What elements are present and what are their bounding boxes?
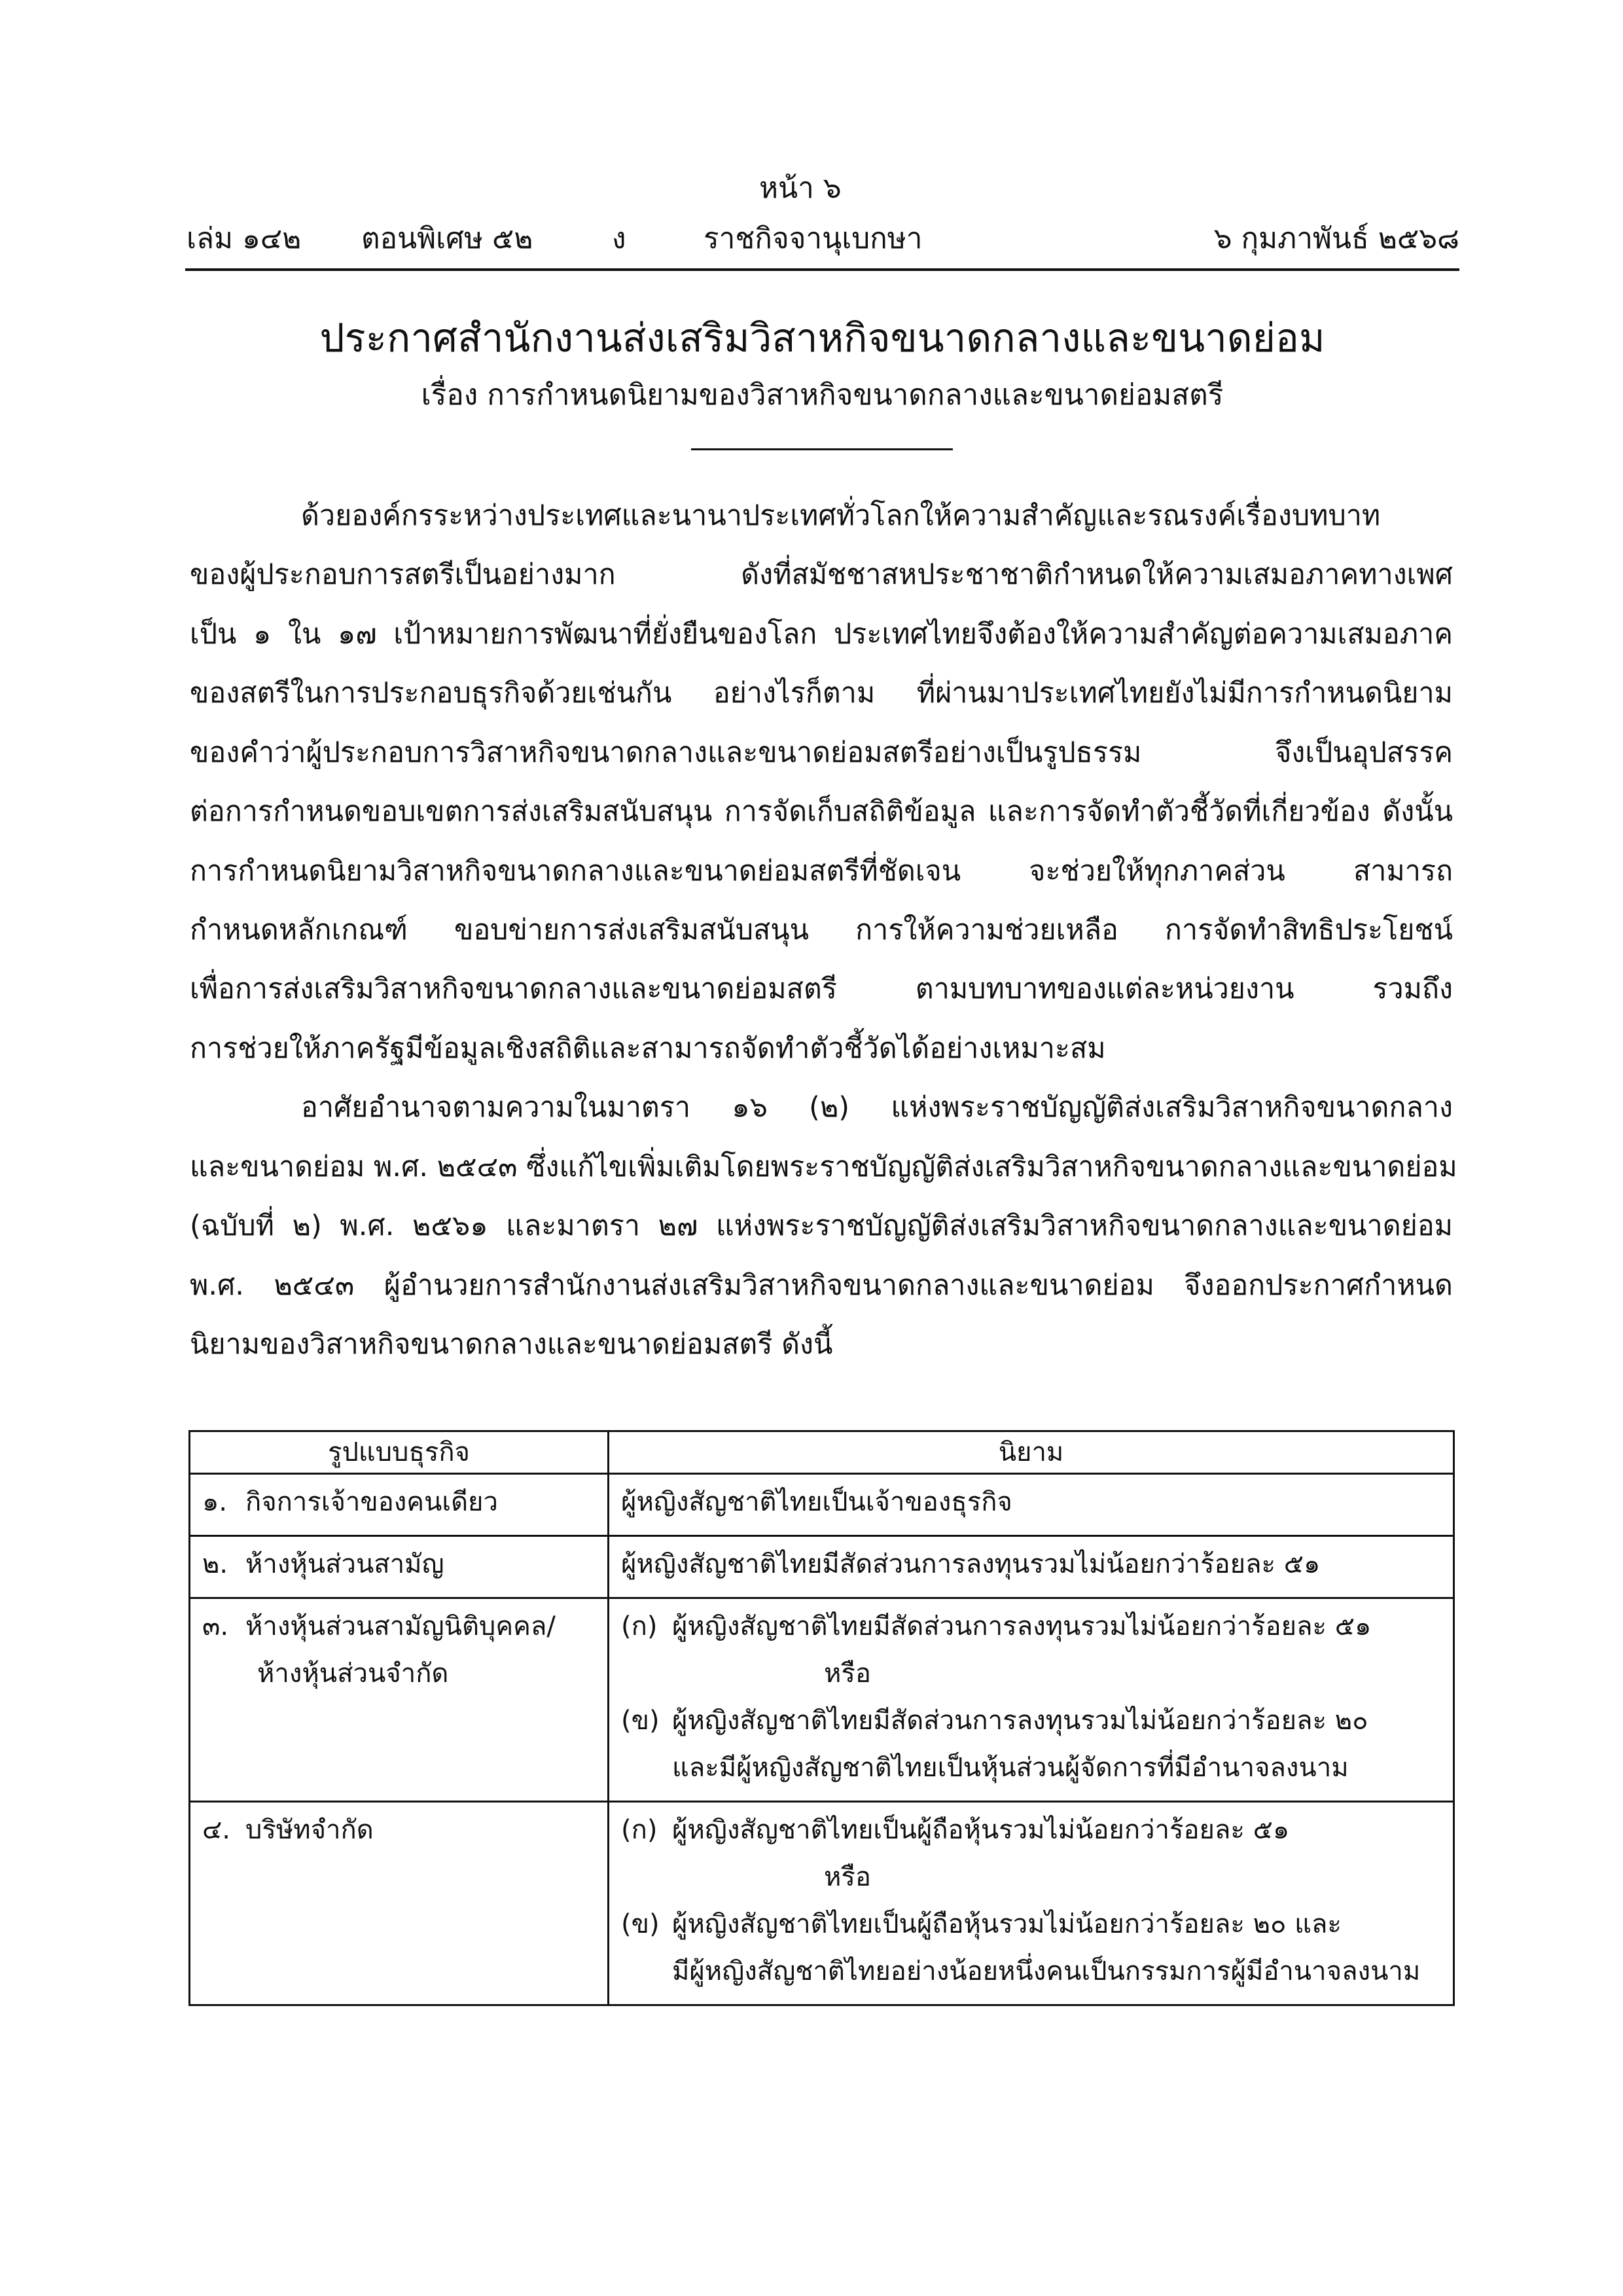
or-connector: หรือ — [824, 1862, 871, 1892]
paragraph-1-line: ของผู้ประกอบการสตรีเป็นอย่างมาก ดังที่สมัชชาสหประชาชาติกำหนดให้ความเสมอภาคทางเพศ — [190, 558, 1453, 591]
business-type: ห้างหุ้นส่วนสามัญนิติบุคคล/ — [245, 1611, 556, 1641]
announcement-subject: เรื่อง การกำหนดนิยามของวิสาหกิจขนาดกลางและขนาดย่อมสตรี — [421, 378, 1224, 412]
option-b-label: (ข) — [621, 1706, 660, 1736]
table-row — [190, 1536, 1454, 1598]
paragraph-1-line: ต่อการกำหนดขอบเขตการส่งเสริมสนับสนุน การจัดเก็บสถิติข้อมูล และการจัดทำตัวชี้วัดที่เกี่ยวข้อง ดังนั้น — [190, 795, 1453, 828]
business-type-continued: ห้างหุ้นส่วนจำกัด — [257, 1659, 449, 1689]
or-connector: หรือ — [824, 1659, 871, 1689]
paragraph-1-line: ด้วยองค์กรระหว่างประเทศและนานาประเทศทั่วโลกให้ความสำคัญและรณรงค์เรื่องบทบาท — [301, 499, 1381, 532]
header-business-type: รูปแบบธุรกิจ — [190, 1431, 609, 1474]
definition-cell — [609, 1536, 1454, 1598]
paragraph-1-line: การช่วยให้ภาครัฐมีข้อมูลเชิงสถิติและสามารถจัดทำตัวชี้วัดได้อย่างเหมาะสม — [190, 1032, 1106, 1065]
page-number: หน้า ๖ — [759, 171, 842, 205]
option-a-text: ผู้หญิงสัญชาติไทยเป็นผู้ถือหุ้นรวมไม่น้อยกว่าร้อยละ ๕๑ — [672, 1815, 1290, 1845]
option-a-label: (ก) — [621, 1611, 658, 1641]
table-row — [190, 1474, 1454, 1536]
paragraph-1-line: ของสตรีในการประกอบธุรกิจด้วยเช่นกัน อย่างไรก็ตาม ที่ผ่านมาประเทศไทยยังไม่มีการกำหนดนิยาม — [190, 677, 1453, 709]
business-type-cell — [190, 1474, 609, 1536]
gazette-name: ราชกิจจานุเบกษา — [704, 222, 923, 255]
paragraph-1-line: ของคำว่าผู้ประกอบการวิสาหกิจขนาดกลางและขนาดย่อมสตรีอย่างเป็นรูปธรรม จึงเป็นอุปสรรค — [190, 736, 1453, 769]
business-type-cell — [190, 1802, 609, 2005]
paragraph-2-line: อาศัยอำนาจตามความในมาตรา ๑๖ (๒) แห่งพระราชบัญญัติส่งเสริมวิสาหกิจขนาดกลาง — [301, 1091, 1453, 1124]
option-b-text: ผู้หญิงสัญชาติไทยเป็นผู้ถือหุ้นรวมไม่น้อยกว่าร้อยละ ๒๐ และ — [672, 1909, 1342, 1939]
definition-cell — [609, 1598, 1454, 1802]
row-number: ๓. — [202, 1611, 229, 1641]
header-divider — [185, 268, 1459, 271]
paragraph-1-line: กำหนดหลักเกณฑ์ ขอบข่ายการส่งเสริมสนับสนุน การให้ความช่วยเหลือ การจัดทำสิทธิประโยชน์ — [190, 914, 1453, 946]
paragraph-2-line: นิยามของวิสาหกิจขนาดกลางและขนาดย่อมสตรี ดังนี้ — [190, 1328, 833, 1361]
section-letter: ง — [612, 222, 626, 255]
option-b-continued: และมีผู้หญิงสัญชาติไทยเป็นหุ้นส่วนผู้จัดการที่มีอำนาจลงนาม — [672, 1753, 1349, 1783]
header-definition: นิยาม — [609, 1431, 1454, 1474]
option-b-continued: มีผู้หญิงสัญชาติไทยอย่างน้อยหนึ่งคนเป็นกรรมการผู้มีอำนาจลงนาม — [672, 1956, 1421, 1986]
issue-number: ตอนพิเศษ ๕๒ — [361, 222, 533, 255]
publication-date: ๖ กุมภาพันธ์ ๒๕๖๘ — [1213, 222, 1459, 255]
paragraph-1-line: การกำหนดนิยามวิสาหกิจขนาดกลางและขนาดย่อมสตรีที่ชัดเจน จะช่วยให้ทุกภาคส่วน สามารถ — [190, 855, 1453, 888]
table-header-row — [190, 1431, 1454, 1474]
row-number: ๔. — [202, 1815, 230, 1845]
table-row — [190, 1802, 1454, 2005]
paragraph-2-line: พ.ศ. ๒๕๔๓ ผู้อำนวยการสำนักงานส่งเสริมวิสาหกิจขนาดกลางและขนาดย่อม จึงออกประกาศกำหนด — [190, 1269, 1453, 1302]
row-number: ๒. — [202, 1549, 228, 1579]
volume-number: เล่ม ๑๔๒ — [187, 222, 302, 255]
definition-text: ผู้หญิงสัญชาติไทยมีสัดส่วนการลงทุนรวมไม่น้อยกว่าร้อยละ ๕๑ — [621, 1549, 1321, 1579]
option-a-label: (ก) — [621, 1815, 658, 1845]
definitions-table — [188, 1430, 1455, 2006]
title-divider — [691, 448, 953, 450]
business-type-cell — [190, 1536, 609, 1598]
business-type: กิจการเจ้าของคนเดียว — [245, 1487, 498, 1517]
business-type-cell — [190, 1598, 609, 1802]
table-row — [190, 1598, 1454, 1802]
paragraph-2-line: (ฉบับที่ ๒) พ.ศ. ๒๕๖๑ และมาตรา ๒๗ แห่งพระราชบัญญัติส่งเสริมวิสาหกิจขนาดกลางและขนาดย่อม — [190, 1210, 1453, 1242]
definition-text: ผู้หญิงสัญชาติไทยเป็นเจ้าของธุรกิจ — [621, 1487, 1012, 1517]
paragraph-1-line: เป็น ๑ ใน ๑๗ เป้าหมายการพัฒนาที่ยั่งยืนของโลก ประเทศไทยจึงต้องให้ความสำคัญต่อความเสมอภาค — [190, 618, 1453, 651]
paragraph-1-line: เพื่อการส่งเสริมวิสาหกิจขนาดกลางและขนาดย่อมสตรี ตามบทบาทของแต่ละหน่วยงาน รวมถึง — [190, 973, 1453, 1005]
business-type: ห้างหุ้นส่วนสามัญ — [245, 1549, 444, 1579]
business-type: บริษัทจำกัด — [245, 1815, 374, 1845]
option-b-text: ผู้หญิงสัญชาติไทยมีสัดส่วนการลงทุนรวมไม่น้อยกว่าร้อยละ ๒๐ — [672, 1706, 1368, 1736]
definition-cell — [609, 1474, 1454, 1536]
paragraph-2-line: และขนาดย่อม พ.ศ. ๒๕๔๓ ซึ่งแก้ไขเพิ่มเติมโดยพระราชบัญญัติส่งเสริมวิสาหกิจขนาดกลางและขนาดย่อม — [190, 1151, 1457, 1183]
option-b-label: (ข) — [621, 1909, 660, 1939]
option-a-text: ผู้หญิงสัญชาติไทยมีสัดส่วนการลงทุนรวมไม่น้อยกว่าร้อยละ ๕๑ — [672, 1611, 1372, 1641]
row-number: ๑. — [202, 1487, 228, 1517]
definition-cell — [609, 1802, 1454, 2005]
announcement-title: ประกาศสำนักงานส่งเสริมวิสาหกิจขนาดกลางและขนาดย่อม — [319, 315, 1325, 361]
